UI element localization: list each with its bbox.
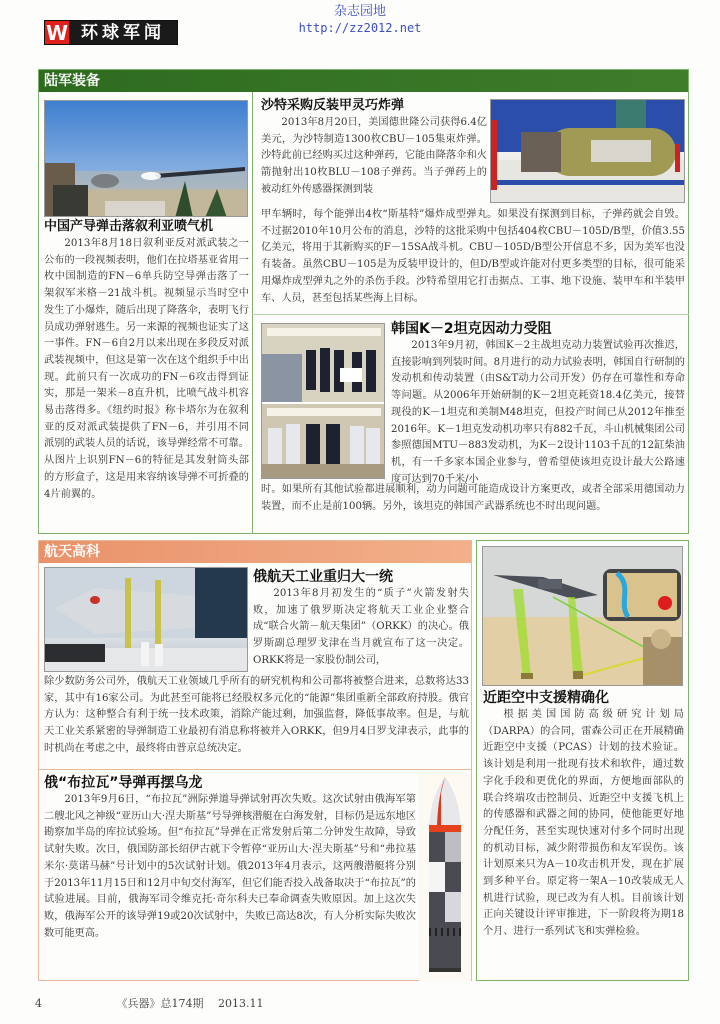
section-aerospace <box>38 540 472 981</box>
row-divider <box>252 314 689 315</box>
page-number: 4 <box>35 997 42 1010</box>
article-title: 中国产导弹击落叙利亚喷气机 <box>44 219 214 234</box>
column-divider <box>252 92 253 316</box>
article-bulava-missile <box>44 774 416 942</box>
issue-date: 2013.11 <box>218 997 264 1010</box>
article-k2-tank <box>391 320 685 488</box>
watermark-url[interactable]: http://zz2012.net <box>298 21 422 35</box>
article-space-continued <box>44 674 469 758</box>
section-precision-cas <box>476 540 689 981</box>
article-saudi-continued <box>261 207 685 307</box>
article-title: 韩国K－2坦克因动力受阻 <box>391 321 552 337</box>
article-body-top: 2013年9月初，韩国K－2主战坦克动力装置试验再次推迟，直接影响到列装时间。8月进行的动力试验表明，韩国自行研制的发动机和传动装置（由S&T动力公司开发）仍存在可靠性和寿命等问题。从2006年开始研制的K－2坦克耗资18.4亿美元，接替现役的K－1坦克和美制M48坦克，但投产时间已从2012年推至2016年。K－1坦克发动机功率只有882千瓦，斗山机械集团公司参照德国MTU－883发动机，为K－2设计1103千瓦的12缸柴油机，有一千多家本国企业参与，曾希望使该坦克设计最大公路速度可达到70千米/小 <box>391 340 685 485</box>
page-footer <box>35 995 264 1011</box>
photo-bulava-missile <box>419 773 471 981</box>
article-title: 俄航天工业重归大一统 <box>253 569 393 585</box>
article-body: 2013年9月6日，“布拉瓦”洲际弹道导弹试射再次失败。这次试射由俄海军第二艘北风之神级“亚历山大·涅夫斯基”号导弹核潜艇在白海发射，目标仍是远东地区勘察加半岛的库拉试验场。但“布拉瓦”导弹在正常发射后第二分钟发生故障，导致试射失败。次日，俄国防部长绍伊古就下令暂停“亚历山大·涅夫斯基”号和“弗拉基米尔·莫诺马赫”号计划中的5次试射计划。俄2013年4月表示，这两艘潜艇将分别于2013年11月15日和12月中旬交付海军，但它们能否投入战备取决于“布拉瓦”的试验进展。目前，俄海军司令维克托·奇尔科夫已奉命调查失败原因。加上这次失败，俄海军公开的该导弹19或20次试射中，失败已高达8次，有人分析实际失败次数可能更高。 <box>44 794 416 939</box>
article-pcas <box>483 689 684 941</box>
article-body-top: 2013年8月20日，美国德世隆公司获得6.4亿美元，为沙特制造1300枚CBU－105集束炸弹。沙特此前已经购买过这种弹药，它能由降落伞和火箭抛射出10枚BLU－108子弹药。当子弹药上的被动红外传感器探测到装 <box>261 117 487 195</box>
article-title: 俄“布拉瓦”导弹再摆乌龙 <box>44 775 203 791</box>
article-body-top: 2013年8月初发生的“质子”火箭发射失败，加速了俄罗斯决定将航天工业企业整合成“联合火箭－航天集团”（ORKK）的决心。俄罗斯副总理罗戈津在当月就宣布了这一决定。ORKK将是一家股份制公司， <box>253 588 469 666</box>
watermark-site-name: 杂志园地 <box>333 4 386 19</box>
article-body-bottom: 除少数防务公司外，俄航天工业领域几乎所有的研究机构和公司都将被整合进来，总数将达33家，其中有16家公司。为此甚至可能将已经股权多元化的“能源”集团重新全部政府持股。俄官方认为：这种整合有利于统一技术政策，消除产能过剩，加强监督，降低事故率。但是，与航天工业关系紧密的导弹制造工业最初有消息称将被并入ORKK，但9月4日罗戈津表示，此事的时机尚在考虑之中，最终将由普京总统决定。 <box>44 676 469 754</box>
section-army-equipment <box>38 69 689 534</box>
row-divider <box>39 769 471 770</box>
column-divider <box>252 316 253 533</box>
photo-k2-powerpack-ceremony <box>261 323 385 479</box>
column-title: 环球军闻 <box>69 21 177 44</box>
article-k2-continued <box>261 482 685 515</box>
watermark <box>270 4 450 36</box>
article-body-bottom: 时。如果所有其他试验都进展顺利，动力问题可能造成设计方案更改，或者全部采用德国动力装置，而不止是前100辆。另外，该坦克的韩国产武器系统也不时出现问题。 <box>261 484 685 512</box>
magazine-issue: 《兵器》总174期 <box>116 997 204 1010</box>
article-saudi-cbu105 <box>261 97 487 199</box>
article-title: 近距空中支援精确化 <box>483 690 609 706</box>
section-header-army: 陆军装备 <box>39 70 688 92</box>
article-body: 2013年8月18日叙利亚反对派武装之一公布的一段视频表明，他们在拉塔基亚省用一枚中国制造的FN－6单兵防空导弹击落了一架叙军米格－21战斗机。视频显示当时空中发生了小爆炸，随后出现了降落伞，表明飞行员成功弹射逃生。另一来源的视频也证实了这一事件。FN－6自2月以来出现在多段反对派武装视频中，但这是第一次在这个组织手中出现。此前只有一次成功的FN－6攻击得到证实，那是一架米－8直升机，比喷气战斗机容易击落得多。《纽约时报》称卡塔尔为在叙利亚的反对派武装提供了FN－6，并引用不同派别的武装人员的话说，该导弹经常不可靠。从图片上识别FN－6的特征是其发射筒头部的方形盒子，这是用来容纳该导弹不可折叠的4片前翼的。 <box>44 238 249 500</box>
section-header-space: 航天高科 <box>39 541 471 563</box>
photo-cbu105-display <box>490 99 685 203</box>
photo-pcas-illustration <box>482 546 683 686</box>
article-title: 沙特采购反装甲灵巧炸弹 <box>261 98 405 113</box>
logo-letter: W <box>45 21 69 45</box>
article-russian-space-industry <box>253 568 469 670</box>
article-body-bottom: 甲车辆时，每个能弹出4枚“斯基特”爆炸成型弹丸。如果没有探测到目标，子弹药就会自毁。不过据2010年10月公布的消息，沙特的这批采购中包括404枚CBU－105D/B型，价值3.55亿美元，将用于其新购买的F－15SA战斗机。CBU－105D/B型公开信息不多，因为美军也没有装备。虽然CBU－105是为反装甲设计的，但D/B型或许能对付更多类型的目标，很可能采用爆炸成型弹丸之外的杀伤手段。沙特希望用它打击据点、工事、地下设施、装甲车和半装甲车、人员，甚至包括某些海上目标。 <box>261 209 685 304</box>
photo-fn6-launch <box>44 100 248 217</box>
column-logo <box>44 20 178 45</box>
article-fn6 <box>44 218 249 503</box>
photo-proton-rocket-hall <box>44 567 248 672</box>
article-body: 根据美国国防高级研究计划局（DARPA）的合同，雷森公司正在开展精确近距空中支援（PCAS）计划的技术验证。该计划是利用一批现有技术和软件，通过数字化手段和更优化的界面，方便地面部队的联合终端攻击控制员、近距空中支援飞机上的传感器和武器之间的协同，使他能更好地分配任务，甚至实现快速对付多个同时出现的机动目标，减少附带损伤和友军误伤。该计划原来只为A－10攻击机开发，现在扩展到多种平台。原定将一架A－10改装成无人机进行试验，现已改为有人机。目前该计划正向关键设计评审推进，下一阶段将为期18个月、进行一系列试飞和实弹检验。 <box>483 709 684 938</box>
